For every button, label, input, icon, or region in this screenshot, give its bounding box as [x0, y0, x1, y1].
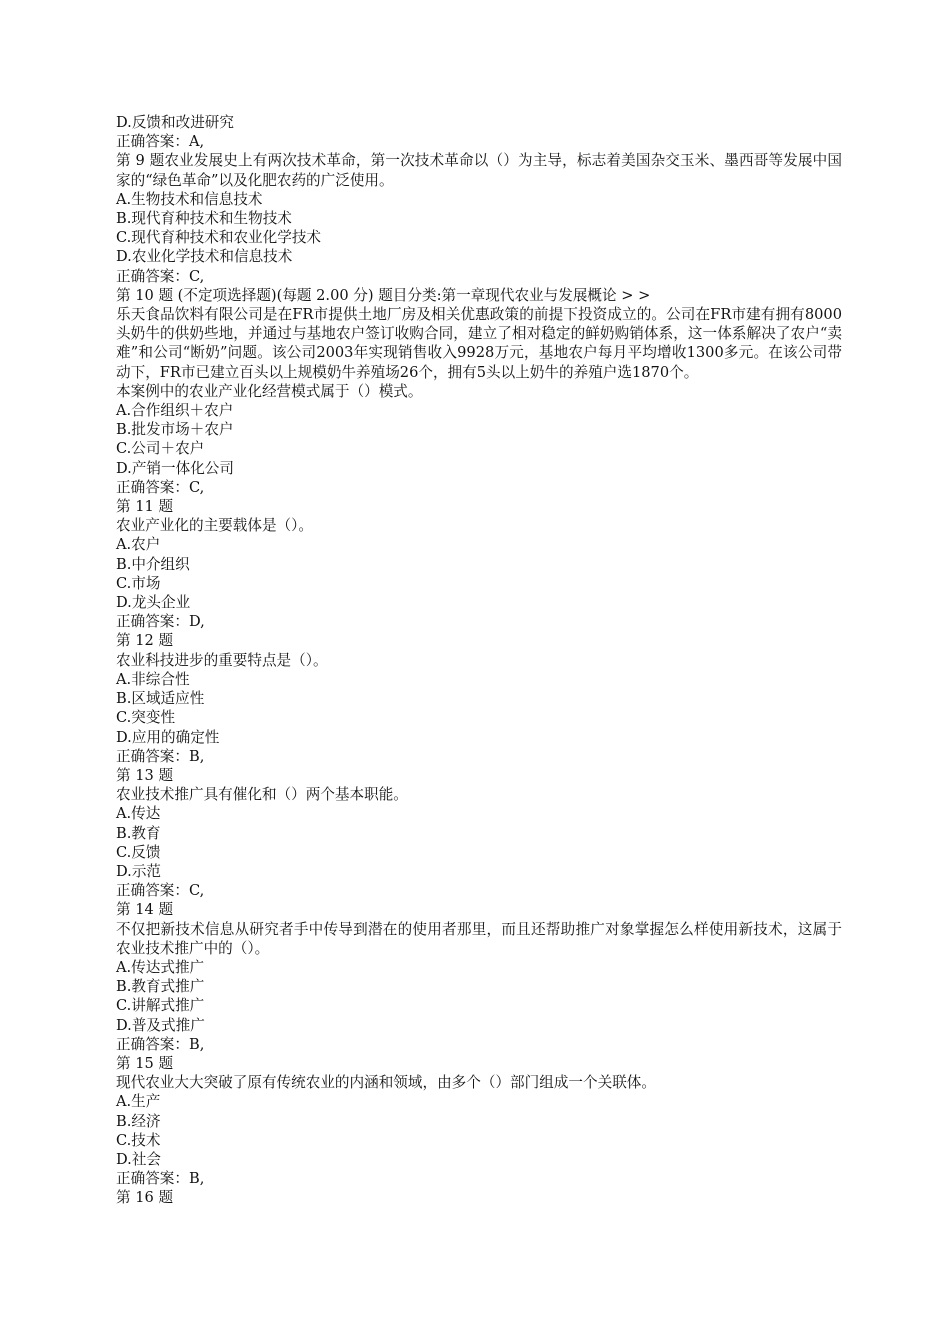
q15-option-c: C.技术: [116, 1131, 161, 1149]
q13-answer: 正确答案：C,: [116, 882, 205, 900]
question-14-text: 不仅把新技术信息从研究者手中传导到潜在的使用者那里，而且还帮助推广对象掌握怎么样使用新技术，这属于农业技术推广中的（）。: [116, 920, 842, 957]
q15-option-b: B.经济: [116, 1112, 161, 1130]
question-13-text: 农业技术推广具有催化和（）两个基本职能。: [116, 786, 408, 804]
document-page: [116, 113, 842, 1208]
q14-option-a: A.传达式推广: [116, 958, 205, 976]
q10-option-d: D.产销一体化公司: [116, 459, 234, 477]
question-10-case: 乐天食品饮料有限公司是在FR市提供土地厂房及相关优惠政策的前提下投资成立的。公司在FR市建有拥有8000头奶牛的供奶些地，并通过与基地农户签订收购合同，建立了相对稳定的鲜奶购销体系，这一体系解决了农户“卖难”和公司“断奶”问题。该公司2003年实现销售收入9928万元，基地农户每月平均增收1300多元。在该公司带动下，FR市已建立百头以上规模奶牛养殖场26个，拥有5头以上奶牛的养殖户选1870个。: [116, 306, 842, 381]
q9-option-a: A.生物技术和信息技术: [116, 190, 263, 208]
q10-option-c: C.公司＋农户: [116, 440, 205, 458]
q11-answer: 正确答案：D,: [116, 613, 205, 631]
question-15-header: 第 15 题: [116, 1054, 174, 1072]
q14-option-c: C.讲解式推广: [116, 997, 205, 1015]
question-9-text: 第 9 题农业发展史上有两次技术革命，第一次技术革命以（）为主导，标志着美国杂交玉米、墨西哥等发展中国家的“绿色革命”以及化肥农药的广泛使用。: [116, 152, 842, 189]
q15-option-a: A.生产: [116, 1093, 161, 1111]
option-d-prev: D.反馈和改进研究: [116, 114, 234, 131]
q10-option-b: B.批发市场＋农户: [116, 421, 234, 439]
q12-option-c: C.突变性: [116, 709, 176, 727]
q13-option-c: C.反馈: [116, 843, 161, 861]
q9-answer: 正确答案：C,: [116, 267, 205, 285]
q13-option-a: A.传达: [116, 805, 161, 823]
question-11-header: 第 11 题: [116, 498, 174, 516]
q11-option-b: B.中介组织: [116, 555, 190, 573]
q14-answer: 正确答案：B,: [116, 1035, 205, 1053]
q14-option-d: D.普及式推广: [116, 1016, 205, 1034]
q12-option-a: A.非综合性: [116, 670, 190, 688]
q13-option-b: B.教育: [116, 824, 161, 842]
q11-option-c: C.市场: [116, 574, 161, 592]
q9-option-b: B.现代育种技术和生物技术: [116, 210, 292, 228]
question-16-header: 第 16 题: [116, 1189, 174, 1207]
question-10-header: 第 10 题 (不定项选择题)(每题 2.00 分) 题目分类:第一章现代农业与发展概论 > >: [116, 286, 651, 304]
q11-option-a: A.农户: [116, 536, 161, 554]
q12-answer: 正确答案：B,: [116, 747, 205, 765]
question-11-text: 农业产业化的主要载体是（）。: [116, 517, 314, 535]
q10-answer: 正确答案：C,: [116, 478, 205, 496]
question-14-header: 第 14 题: [116, 901, 174, 919]
question-10-text: 本案例中的农业产业化经营模式属于（）模式。: [116, 382, 423, 400]
question-13-header: 第 13 题: [116, 766, 174, 784]
q15-option-d: D.社会: [116, 1150, 162, 1168]
question-15-text: 现代农业大大突破了原有传统农业的内涵和领域，由多个（）部门组成一个关联体。: [116, 1074, 656, 1092]
q12-option-b: B.区域适应性: [116, 690, 205, 708]
q10-option-a: A.合作组织＋农户: [116, 402, 234, 420]
q9-option-c: C.现代育种技术和农业化学技术: [116, 229, 322, 247]
question-12-header: 第 12 题: [116, 632, 174, 650]
q14-option-b: B.教育式推广: [116, 978, 205, 996]
q12-option-d: D.应用的确定性: [116, 728, 220, 746]
question-12-text: 农业科技进步的重要特点是（）。: [116, 651, 328, 669]
q11-option-d: D.龙头企业: [116, 594, 191, 612]
q15-answer: 正确答案：B,: [116, 1170, 205, 1188]
answer-prev: 正确答案：A,: [116, 133, 205, 151]
q9-option-d: D.农业化学技术和信息技术: [116, 248, 293, 266]
q13-option-d: D.示范: [116, 862, 162, 880]
